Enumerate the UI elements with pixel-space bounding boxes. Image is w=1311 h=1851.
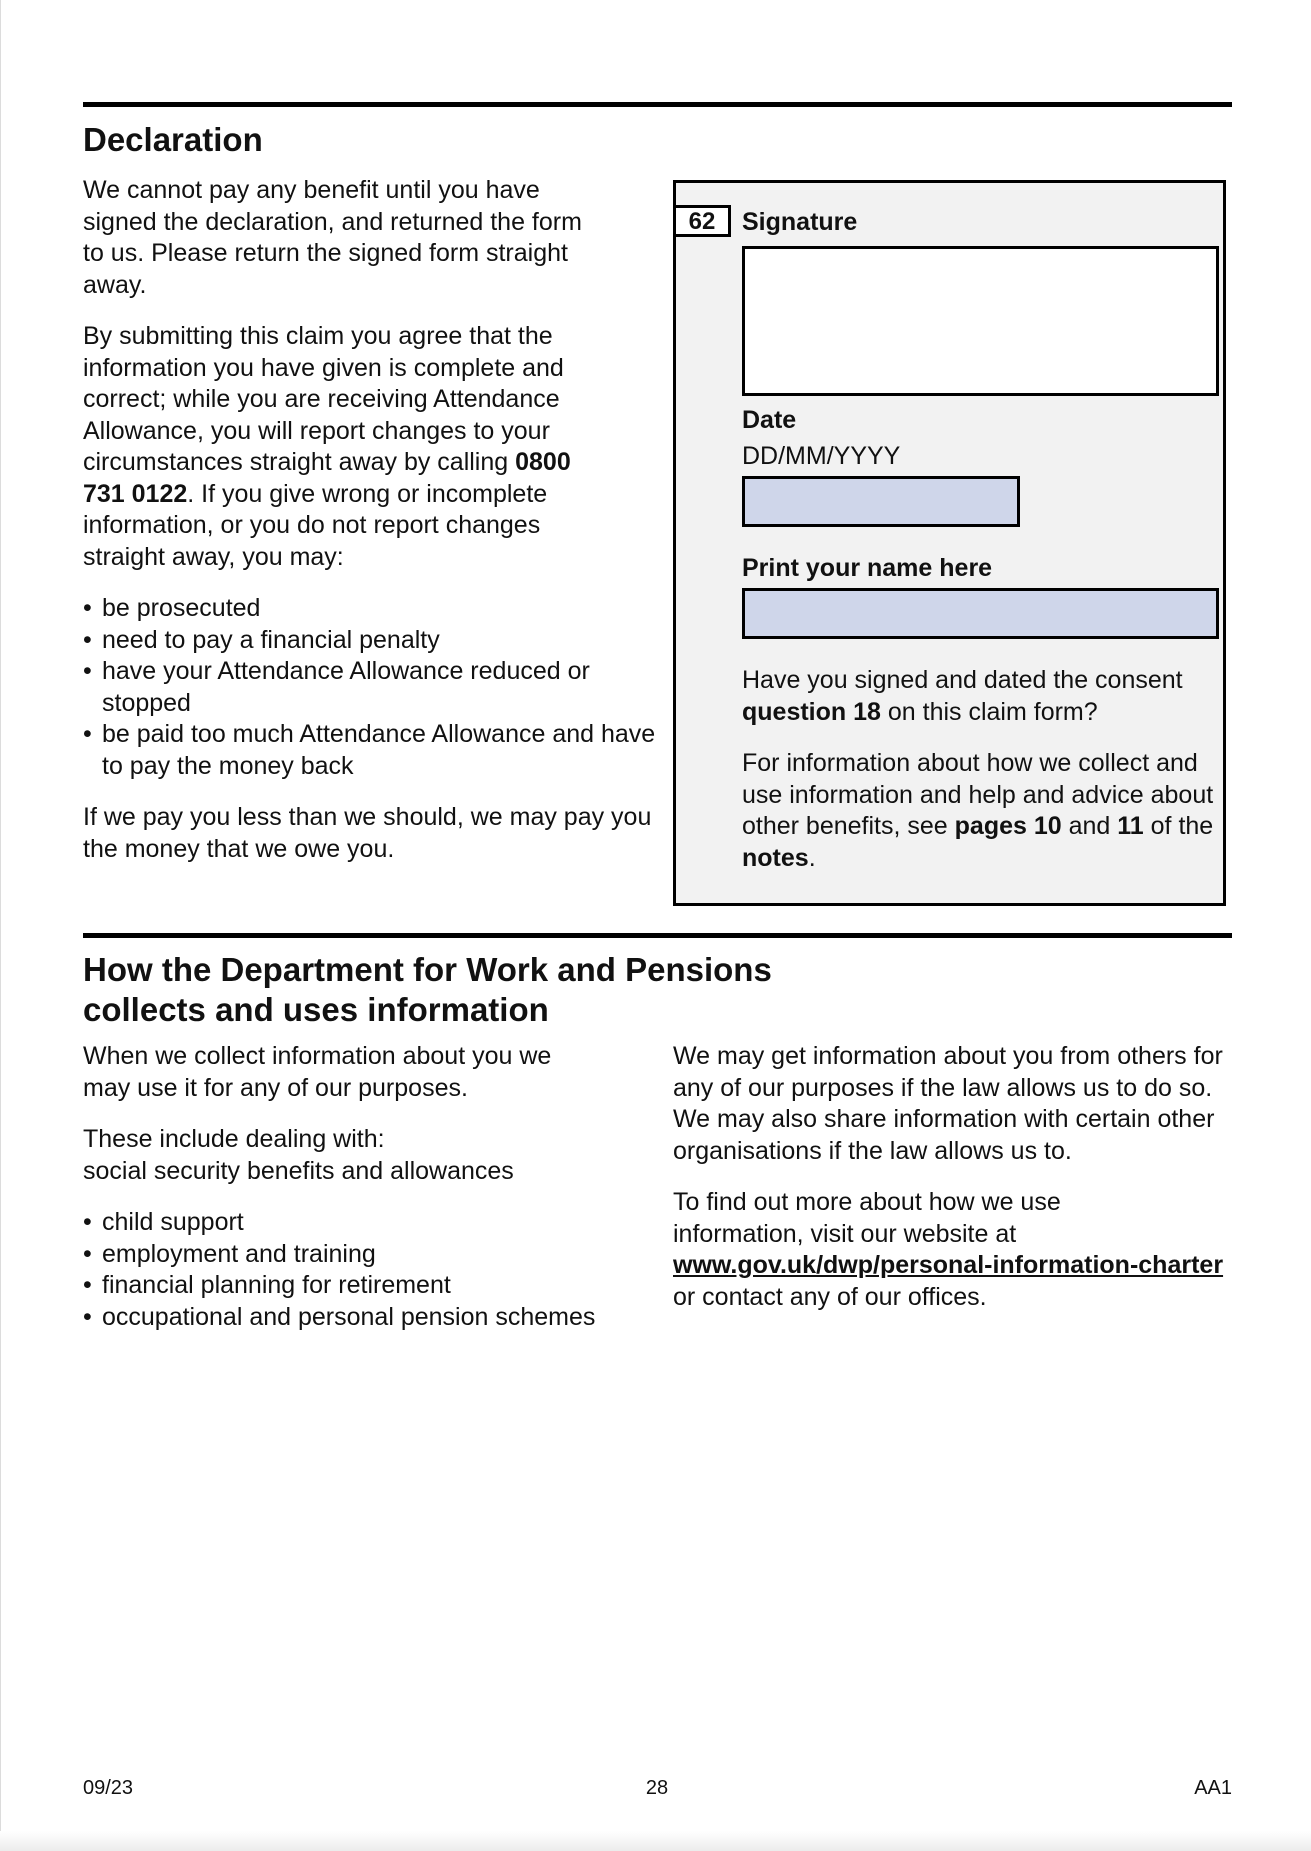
date-label: Date xyxy=(742,406,797,434)
consent-reminder: Have you signed and dated the consent question 18 on this claim form? xyxy=(742,666,1183,726)
page-bottom-shadow xyxy=(0,1831,1311,1851)
signature-panel xyxy=(673,180,1226,906)
declaration-text xyxy=(83,175,656,885)
dwp-dealing-with: These include dealing with: social security benefits and allowances xyxy=(83,1125,514,1185)
purposes-list xyxy=(83,1207,643,1333)
list-item: • financial planning for retirement xyxy=(83,1270,643,1302)
list-item: • child support xyxy=(83,1207,643,1239)
question-number: 62 xyxy=(676,205,731,237)
list-item: • have your Attendance Allowance reduced or stopped xyxy=(83,656,622,719)
list-item: • need to pay a financial penalty xyxy=(83,625,653,657)
date-hint: DD/MM/YYYY xyxy=(742,442,901,470)
panel-notes xyxy=(742,665,1222,894)
declaration-intro: We cannot pay any benefit until you have signed the declaration, and returned the form to us. Please return the signed form straight away. xyxy=(83,176,582,299)
dwp-find-out-more: To find out more about how we use information, visit our website at www.gov.uk/dwp/personal-information-charter or contact any of our offices. xyxy=(673,1188,1224,1311)
dwp-heading: How the Department for Work and Pensions collects and uses information xyxy=(83,951,772,1028)
name-field[interactable] xyxy=(742,588,1219,639)
footer-date: 09/23 xyxy=(83,1777,134,1799)
page-number: 28 xyxy=(645,1777,669,1799)
declaration-underpay: If we pay you less than we should, we may pay you the money that we owe you. xyxy=(83,803,652,863)
list-item: • occupational and personal pension schemes xyxy=(83,1302,643,1334)
list-item: • be prosecuted xyxy=(83,593,653,625)
notes-reference: For information about how we collect and use information and help and advice about other benefits, see pages 10 and 11 of the notes. xyxy=(742,749,1214,872)
consequences-list xyxy=(83,593,656,782)
declaration-agreement: By submitting this claim you agree that the information you have given is complete and correct; while you are receiving Attendance Allowance, you will report changes to your circumstances straight away by calling 0800 731 0122. If you give wrong or incomplete information, or you do not report changes straight away, you may: xyxy=(83,322,571,571)
list-item: • employment and training xyxy=(83,1239,643,1271)
page-edge xyxy=(0,0,1,1851)
date-field[interactable] xyxy=(742,476,1020,527)
signature-label: Signature xyxy=(742,208,858,236)
charter-link[interactable]: www.gov.uk/dwp/personal-information-charter xyxy=(673,1251,1224,1279)
dwp-sharing: We may get information about you from others for any of our purposes if the law allows us to do so. We may also share information with certain other organisations if the law allows us to. xyxy=(673,1042,1223,1165)
section-rule-top xyxy=(83,102,1232,107)
declaration-heading: Declaration xyxy=(83,121,263,158)
dwp-right-column xyxy=(673,1041,1233,1333)
name-label: Print your name here xyxy=(742,554,993,582)
list-item: • be paid too much Attendance Allowance and have to pay the money back xyxy=(83,719,662,782)
form-code: AA1 xyxy=(1194,1777,1232,1799)
dwp-purposes-intro: When we collect information about you we may use it for any of our purposes. xyxy=(83,1042,552,1102)
phone-number: 0800 731 0122 xyxy=(83,448,571,508)
section-rule-dwp xyxy=(83,933,1232,938)
dwp-left-column xyxy=(83,1041,643,1353)
signature-box[interactable] xyxy=(742,246,1219,396)
